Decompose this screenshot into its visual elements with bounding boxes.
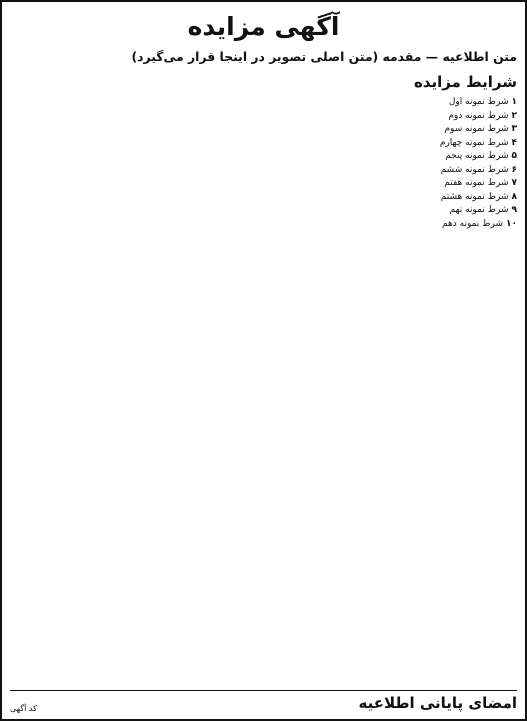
condition-text: شرط نمونه پنجم [445,151,509,162]
condition-number: ۴ [511,137,517,148]
condition-number: ۲ [511,110,517,121]
conditions-list [10,96,517,231]
notice-intro: متن اطلاعیه — مقدمه (متن اصلی تصویر در اینجا قرار می‌گیرد) [131,49,517,64]
condition-item [10,164,517,178]
conditions-heading: شرایط مزایده [413,72,517,91]
condition-text: شرط نمونه هفتم [444,178,509,189]
condition-number: ۸ [511,191,517,202]
condition-item [10,191,517,205]
condition-text: شرط نمونه نهم [449,205,509,216]
notice-body [10,8,517,231]
condition-item [10,150,517,164]
condition-item [10,218,517,232]
condition-number: ۷ [511,178,517,189]
ad-code: کد آگهی [10,704,37,713]
condition-item [10,177,517,191]
issuer-signature: امضای پایانی اطلاعیه [358,693,517,712]
condition-number: ۹ [511,205,517,216]
condition-item [10,137,517,151]
condition-number: ۱۰ [506,218,517,229]
condition-item [10,96,517,110]
notice-title: آگهی مزایده [187,12,340,41]
condition-item [10,204,517,218]
condition-number: ۵ [511,151,517,162]
condition-item [10,123,517,137]
condition-text: شرط نمونه اول [448,97,509,108]
condition-number: ۳ [511,124,517,135]
condition-number: ۶ [511,164,517,175]
notice-footer [10,690,517,714]
condition-text: شرط نمونه سوم [444,124,509,135]
condition-text: شرط نمونه دهم [442,218,503,229]
condition-item [10,110,517,124]
condition-text: شرط نمونه هشتم [440,191,509,202]
condition-text: شرط نمونه ششم [440,164,509,175]
condition-text: شرط نمونه چهارم [439,137,509,148]
condition-text: شرط نمونه دوم [448,110,509,121]
condition-number: ۱ [511,97,517,108]
